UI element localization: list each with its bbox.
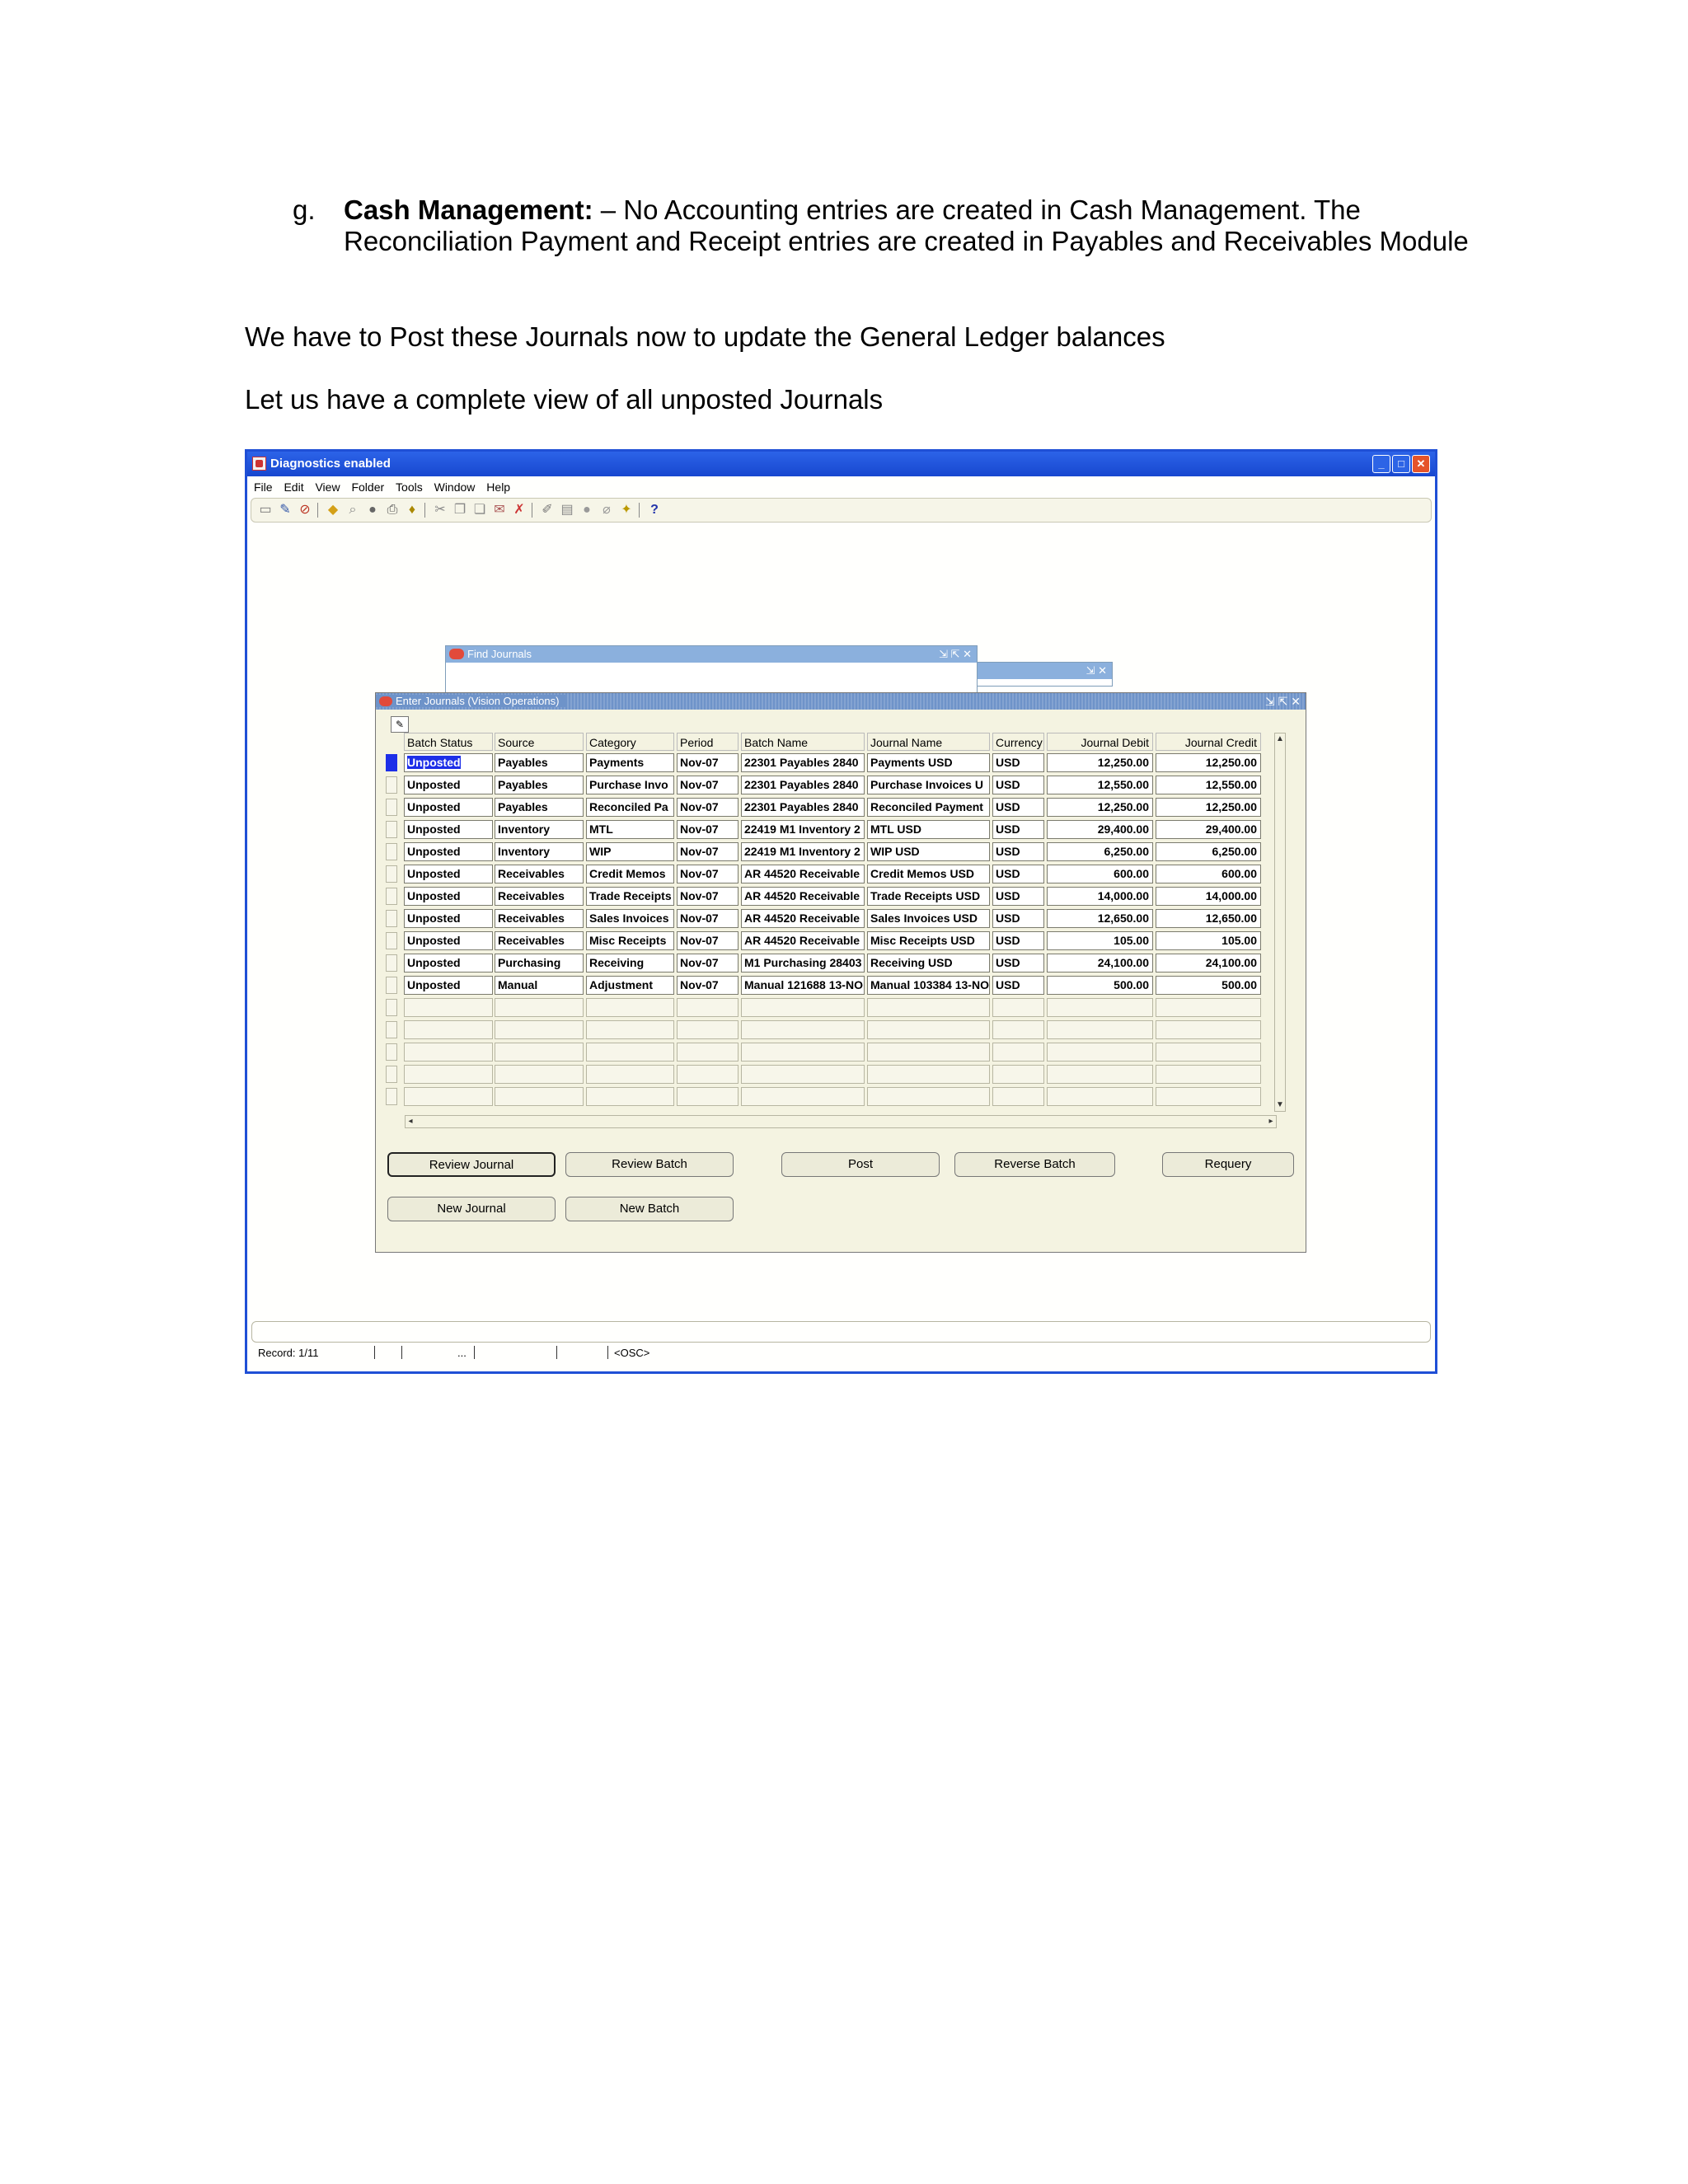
cell-journal-debit[interactable]: 24,100.00 (1047, 954, 1153, 972)
cell-journal-credit[interactable]: 29,400.00 (1156, 820, 1261, 839)
status-ellipsis: ... (457, 1347, 467, 1359)
cell-batch-name[interactable]: AR 44520 Receivable (741, 887, 865, 906)
maximize-icon[interactable]: □ (1392, 455, 1410, 473)
empty-cell[interactable] (495, 998, 584, 1017)
toolbar-separator (424, 503, 425, 518)
empty-cell[interactable] (495, 1065, 584, 1084)
cell-period[interactable]: Nov-07 (677, 976, 738, 995)
attach-icon[interactable]: ♦ (408, 503, 416, 517)
empty-cell[interactable] (677, 998, 738, 1017)
column-header-journal-credit[interactable]: Journal Credit (1156, 733, 1261, 751)
empty-cell[interactable] (1047, 1065, 1153, 1084)
cell-batch-status[interactable]: Unposted (404, 954, 493, 972)
find-icon[interactable]: ⌕ (349, 503, 357, 517)
cell-source[interactable]: Inventory (495, 842, 584, 861)
empty-cell[interactable] (992, 998, 1044, 1017)
list-item-body (344, 194, 1481, 257)
empty-cell[interactable] (404, 998, 493, 1017)
empty-cell[interactable] (741, 1043, 865, 1062)
row-selector[interactable] (386, 954, 397, 972)
menu-help[interactable]: Help (486, 480, 511, 494)
row-selector[interactable] (386, 776, 397, 794)
scroll-down-icon[interactable]: ▼ (1276, 1100, 1284, 1109)
cell-category[interactable]: Adjustment (586, 976, 674, 995)
cell-currency[interactable]: USD (992, 842, 1044, 861)
row-selector[interactable] (386, 999, 397, 1016)
row-selector[interactable] (386, 754, 397, 771)
minimize-icon[interactable]: _ (1372, 455, 1390, 473)
empty-cell[interactable] (992, 1020, 1044, 1039)
cell-batch-name[interactable]: 22419 M1 Inventory 2 (741, 820, 865, 839)
cell-journal-credit[interactable]: 14,000.00 (1156, 887, 1261, 906)
enter-journals-title: Enter Journals (Vision Operations) (396, 695, 560, 707)
empty-cell[interactable] (1047, 1087, 1153, 1106)
cell-category[interactable]: Sales Invoices (586, 909, 674, 928)
menu-view[interactable]: View (315, 480, 340, 494)
empty-cell[interactable] (404, 1087, 493, 1106)
cell-currency[interactable]: USD (992, 931, 1044, 950)
cell-currency[interactable]: USD (992, 887, 1044, 906)
delete-record-icon[interactable]: ✗ (513, 503, 525, 517)
empty-cell[interactable] (495, 1043, 584, 1062)
empty-cell[interactable] (741, 1065, 865, 1084)
cell-journal-name[interactable]: WIP USD (867, 842, 990, 861)
cell-batch-status[interactable]: Unposted (404, 909, 493, 928)
window-titlebar (247, 452, 1435, 476)
cell-currency[interactable]: USD (992, 909, 1044, 928)
cell-category[interactable]: WIP (586, 842, 674, 861)
row-selector[interactable] (386, 1021, 397, 1038)
cell-source[interactable]: Payables (495, 798, 584, 817)
new-icon[interactable]: ▭ (259, 503, 272, 517)
cell-period[interactable]: Nov-07 (677, 909, 738, 928)
cell-journal-name[interactable]: Sales Invoices USD (867, 909, 990, 928)
empty-cell[interactable] (1047, 1043, 1153, 1062)
cell-batch-name[interactable]: AR 44520 Receivable (741, 909, 865, 928)
cell-currency[interactable]: USD (992, 776, 1044, 794)
cell-currency[interactable]: USD (992, 865, 1044, 883)
cell-journal-debit[interactable]: 12,650.00 (1047, 909, 1153, 928)
cut-icon[interactable]: ✂ (434, 503, 446, 517)
cell-batch-name[interactable]: AR 44520 Receivable (741, 865, 865, 883)
list-icon[interactable]: ● (368, 503, 377, 517)
find-journals-window (445, 645, 978, 695)
cell-period[interactable]: Nov-07 (677, 820, 738, 839)
cell-category[interactable]: Credit Memos (586, 865, 674, 883)
cell-category[interactable]: MTL (586, 820, 674, 839)
empty-cell[interactable] (867, 1065, 990, 1084)
cell-journal-credit[interactable]: 12,550.00 (1156, 776, 1261, 794)
enter-journals-titlebar (376, 693, 1306, 710)
empty-cell[interactable] (677, 1043, 738, 1062)
menu-window[interactable]: Window (434, 480, 476, 494)
cell-journal-debit[interactable]: 29,400.00 (1047, 820, 1153, 839)
save-icon[interactable]: ⊘ (299, 503, 311, 517)
cell-journal-debit[interactable]: 6,250.00 (1047, 842, 1153, 861)
empty-cell[interactable] (586, 1065, 674, 1084)
list-item-heading: Cash Management: (344, 194, 593, 225)
paragraph-post-journals: We have to Post these Journals now to update the General Ledger balances (245, 321, 1165, 352)
cell-source[interactable]: Payables (495, 753, 584, 772)
cell-source[interactable]: Purchasing (495, 954, 584, 972)
column-header-period[interactable]: Period (677, 733, 738, 751)
cell-journal-credit[interactable]: 600.00 (1156, 865, 1261, 883)
cell-journal-debit[interactable]: 12,250.00 (1047, 798, 1153, 817)
row-selector[interactable] (386, 1066, 397, 1083)
menu-tools[interactable]: Tools (396, 480, 423, 494)
menu-file[interactable]: File (254, 480, 273, 494)
empty-cell[interactable] (1047, 998, 1153, 1017)
empty-cell[interactable] (404, 1043, 493, 1062)
zoom-icon[interactable]: ▤ (560, 503, 574, 517)
record-indicator: Record: 1/11 (258, 1347, 319, 1359)
empty-cell[interactable] (1156, 1065, 1261, 1084)
cell-batch-status[interactable]: Unposted (404, 776, 493, 794)
cell-journal-credit[interactable]: 500.00 (1156, 976, 1261, 995)
background-window-titlebar (973, 663, 1112, 679)
menu-bar (247, 478, 1435, 496)
row-selector[interactable] (386, 977, 397, 994)
cell-journal-debit[interactable]: 600.00 (1047, 865, 1153, 883)
cell-journal-debit[interactable]: 500.00 (1047, 976, 1153, 995)
cell-currency[interactable]: USD (992, 798, 1044, 817)
row-selector[interactable] (386, 821, 397, 838)
cell-batch-status[interactable]: Unposted (404, 865, 493, 883)
cell-batch-name[interactable]: AR 44520 Receivable (741, 931, 865, 950)
cell-journal-credit[interactable]: 12,250.00 (1156, 753, 1261, 772)
empty-cell[interactable] (741, 998, 865, 1017)
cell-period[interactable]: Nov-07 (677, 842, 738, 861)
cell-batch-name[interactable]: 22301 Payables 2840 (741, 798, 865, 817)
empty-cell[interactable] (867, 1087, 990, 1106)
background-window (973, 662, 1113, 687)
column-header-category[interactable]: Category (586, 733, 674, 751)
requery-button[interactable]: Requery (1162, 1152, 1294, 1177)
empty-cell[interactable] (495, 1020, 584, 1039)
empty-cell[interactable] (1156, 998, 1261, 1017)
cell-journal-debit[interactable]: 14,000.00 (1047, 887, 1153, 906)
cell-category[interactable]: Trade Receipts (586, 887, 674, 906)
cell-source[interactable]: Manual (495, 976, 584, 995)
folder-edit-icon[interactable]: ✎ (391, 716, 409, 733)
print-icon[interactable]: ⎙ (387, 503, 398, 517)
menu-edit[interactable]: Edit (284, 480, 304, 494)
cell-source[interactable]: Receivables (495, 887, 584, 906)
oracle-icon (449, 649, 464, 659)
new-batch-button[interactable]: New Batch (565, 1197, 734, 1221)
cell-journal-credit[interactable]: 105.00 (1156, 931, 1261, 950)
cell-journal-name[interactable]: Purchase Invoices U (867, 776, 990, 794)
cell-source[interactable]: Receivables (495, 931, 584, 950)
empty-cell[interactable] (1156, 1020, 1261, 1039)
row-selector[interactable] (386, 865, 397, 883)
column-header-batch-status[interactable]: Batch Status (404, 733, 493, 751)
empty-cell[interactable] (677, 1065, 738, 1084)
cell-journal-debit[interactable]: 12,250.00 (1047, 753, 1153, 772)
cell-batch-name[interactable]: M1 Purchasing 28403 (741, 954, 865, 972)
empty-cell[interactable] (867, 1043, 990, 1062)
column-header-journal-debit[interactable]: Journal Debit (1047, 733, 1153, 751)
cell-batch-name[interactable]: 22301 Payables 2840 (741, 753, 865, 772)
cell-period[interactable]: Nov-07 (677, 776, 738, 794)
cell-batch-status[interactable]: Unposted (404, 976, 493, 995)
cell-period[interactable]: Nov-07 (677, 753, 738, 772)
scroll-right-icon[interactable]: ▸ (1268, 1117, 1273, 1126)
row-selector[interactable] (386, 799, 397, 816)
cell-period[interactable]: Nov-07 (677, 798, 738, 817)
cell-batch-status[interactable]: Unposted (404, 931, 493, 950)
empty-cell[interactable] (404, 1020, 493, 1039)
empty-cell[interactable] (586, 1043, 674, 1062)
list-marker: g. (293, 194, 316, 225)
paragraph-unposted-view: Let us have a complete view of all unposted Journals (245, 384, 884, 415)
find-journals-title: Find Journals (467, 648, 532, 660)
cell-journal-name[interactable]: Manual 103384 13-NO (867, 976, 990, 995)
attachments-icon[interactable]: ⌀ (603, 503, 611, 517)
empty-cell[interactable] (992, 1043, 1044, 1062)
menu-folder[interactable]: Folder (351, 480, 385, 494)
cell-journal-name[interactable]: Payments USD (867, 753, 990, 772)
post-button[interactable]: Post (781, 1152, 940, 1177)
cell-journal-name[interactable]: Reconciled Payment (867, 798, 990, 817)
window-controls-icon[interactable]: ⇲ ✕ (1085, 664, 1107, 677)
empty-cell[interactable] (1156, 1087, 1261, 1106)
oracle-icon (379, 696, 392, 706)
scroll-up-icon[interactable]: ▲ (1276, 734, 1284, 743)
cell-journal-credit[interactable]: 12,650.00 (1156, 909, 1261, 928)
row-selector[interactable] (386, 888, 397, 905)
find-journals-titlebar (446, 646, 977, 663)
cell-journal-debit[interactable]: 12,550.00 (1047, 776, 1153, 794)
review-batch-button[interactable]: Review Batch (565, 1152, 734, 1177)
cell-journal-credit[interactable]: 24,100.00 (1156, 954, 1261, 972)
empty-cell[interactable] (677, 1087, 738, 1106)
row-selector[interactable] (386, 910, 397, 927)
cell-journal-name[interactable]: MTL USD (867, 820, 990, 839)
cell-batch-status[interactable] (404, 753, 493, 772)
empty-cell[interactable] (741, 1087, 865, 1106)
cell-currency[interactable]: USD (992, 954, 1044, 972)
cell-period[interactable]: Nov-07 (677, 931, 738, 950)
cell-batch-name[interactable]: Manual 121688 13-NO (741, 976, 865, 995)
cell-period[interactable]: Nov-07 (677, 954, 738, 972)
empty-cell[interactable] (992, 1087, 1044, 1106)
selected-value: Unposted (407, 756, 461, 769)
empty-cell[interactable] (1047, 1020, 1153, 1039)
new-journal-button[interactable]: New Journal (387, 1197, 556, 1221)
window-controls-icon[interactable]: ⇲ ⇱ ✕ (1265, 695, 1301, 708)
empty-cell[interactable] (992, 1065, 1044, 1084)
cell-period[interactable]: Nov-07 (677, 865, 738, 883)
cell-batch-status[interactable]: Unposted (404, 820, 493, 839)
review-journal-button[interactable]: Review Journal (387, 1152, 556, 1177)
enter-journals-window (375, 692, 1306, 1253)
empty-cell[interactable] (586, 1020, 674, 1039)
cell-journal-name[interactable]: Credit Memos USD (867, 865, 990, 883)
clear-record-icon[interactable]: ✉ (494, 503, 505, 517)
empty-cell[interactable] (586, 998, 674, 1017)
cell-source[interactable]: Payables (495, 776, 584, 794)
cell-category[interactable]: Receiving (586, 954, 674, 972)
open-icon[interactable]: ✎ (279, 503, 291, 517)
cell-journal-name[interactable]: Trade Receipts USD (867, 887, 990, 906)
vertical-scrollbar[interactable] (1274, 733, 1286, 1112)
folder-tools-icon[interactable]: ✦ (621, 503, 632, 517)
cell-batch-status[interactable]: Unposted (404, 842, 493, 861)
column-header-source[interactable]: Source (495, 733, 584, 751)
row-selector[interactable] (386, 932, 397, 949)
cell-journal-name[interactable]: Misc Receipts USD (867, 931, 990, 950)
cell-batch-status[interactable]: Unposted (404, 887, 493, 906)
help-icon[interactable]: ? (650, 503, 659, 517)
cell-source[interactable]: Receivables (495, 909, 584, 928)
translations-icon[interactable]: ● (583, 503, 591, 517)
row-selector[interactable] (386, 1043, 397, 1061)
horizontal-scrollbar[interactable] (405, 1115, 1277, 1128)
window-controls-icon[interactable]: ⇲ ⇱ ✕ (939, 648, 972, 660)
column-header-batch-name[interactable]: Batch Name (741, 733, 865, 751)
cell-category[interactable]: Payments (586, 753, 674, 772)
osc-indicator: <OSC> (614, 1347, 650, 1359)
close-icon[interactable]: ✕ (1412, 455, 1430, 473)
cell-category[interactable]: Purchase Invo (586, 776, 674, 794)
empty-cell[interactable] (404, 1065, 493, 1084)
toolbar-separator (317, 503, 318, 518)
empty-cell[interactable] (677, 1020, 738, 1039)
oracle-app-icon (252, 457, 266, 471)
list-item-text: – No Accounting entries are created in Cash Management. The Reconciliation Payment and Receipt entries are created in Payables and Receivables Module (344, 194, 1469, 256)
cell-category[interactable]: Reconciled Pa (586, 798, 674, 817)
cell-batch-name[interactable]: 22419 M1 Inventory 2 (741, 842, 865, 861)
cell-journal-credit[interactable]: 12,250.00 (1156, 798, 1261, 817)
empty-cell[interactable] (741, 1020, 865, 1039)
cell-currency[interactable]: USD (992, 820, 1044, 839)
window-title: Diagnostics enabled (270, 457, 391, 471)
cell-source[interactable]: Inventory (495, 820, 584, 839)
column-header-currency[interactable]: Currency (992, 733, 1044, 751)
empty-cell[interactable] (495, 1087, 584, 1106)
empty-cell[interactable] (586, 1087, 674, 1106)
row-selector[interactable] (386, 843, 397, 860)
column-header-journal-name[interactable]: Journal Name (867, 733, 990, 751)
cell-journal-debit[interactable]: 105.00 (1047, 931, 1153, 950)
row-selector[interactable] (386, 1088, 397, 1105)
toolbar-separator (639, 503, 640, 518)
copy-icon[interactable]: ❐ (453, 503, 467, 517)
cell-batch-name[interactable]: 22301 Payables 2840 (741, 776, 865, 794)
cell-currency[interactable]: USD (992, 976, 1044, 995)
toolbar (251, 498, 1432, 523)
cell-journal-name[interactable]: Receiving USD (867, 954, 990, 972)
empty-cell[interactable] (867, 998, 990, 1017)
reverse-batch-button[interactable]: Reverse Batch (954, 1152, 1115, 1177)
cell-currency[interactable]: USD (992, 753, 1044, 772)
scroll-left-icon[interactable]: ◂ (408, 1117, 413, 1126)
cell-category[interactable]: Misc Receipts (586, 931, 674, 950)
folder-icon[interactable]: ◆ (327, 503, 339, 517)
cell-period[interactable]: Nov-07 (677, 887, 738, 906)
cell-source[interactable]: Receivables (495, 865, 584, 883)
empty-cell[interactable] (867, 1020, 990, 1039)
empty-cell[interactable] (1156, 1043, 1261, 1062)
cell-journal-credit[interactable]: 6,250.00 (1156, 842, 1261, 861)
edit-field-icon[interactable]: ✐ (542, 503, 553, 517)
cell-batch-status[interactable]: Unposted (404, 798, 493, 817)
paste-icon[interactable]: ❏ (473, 503, 486, 517)
